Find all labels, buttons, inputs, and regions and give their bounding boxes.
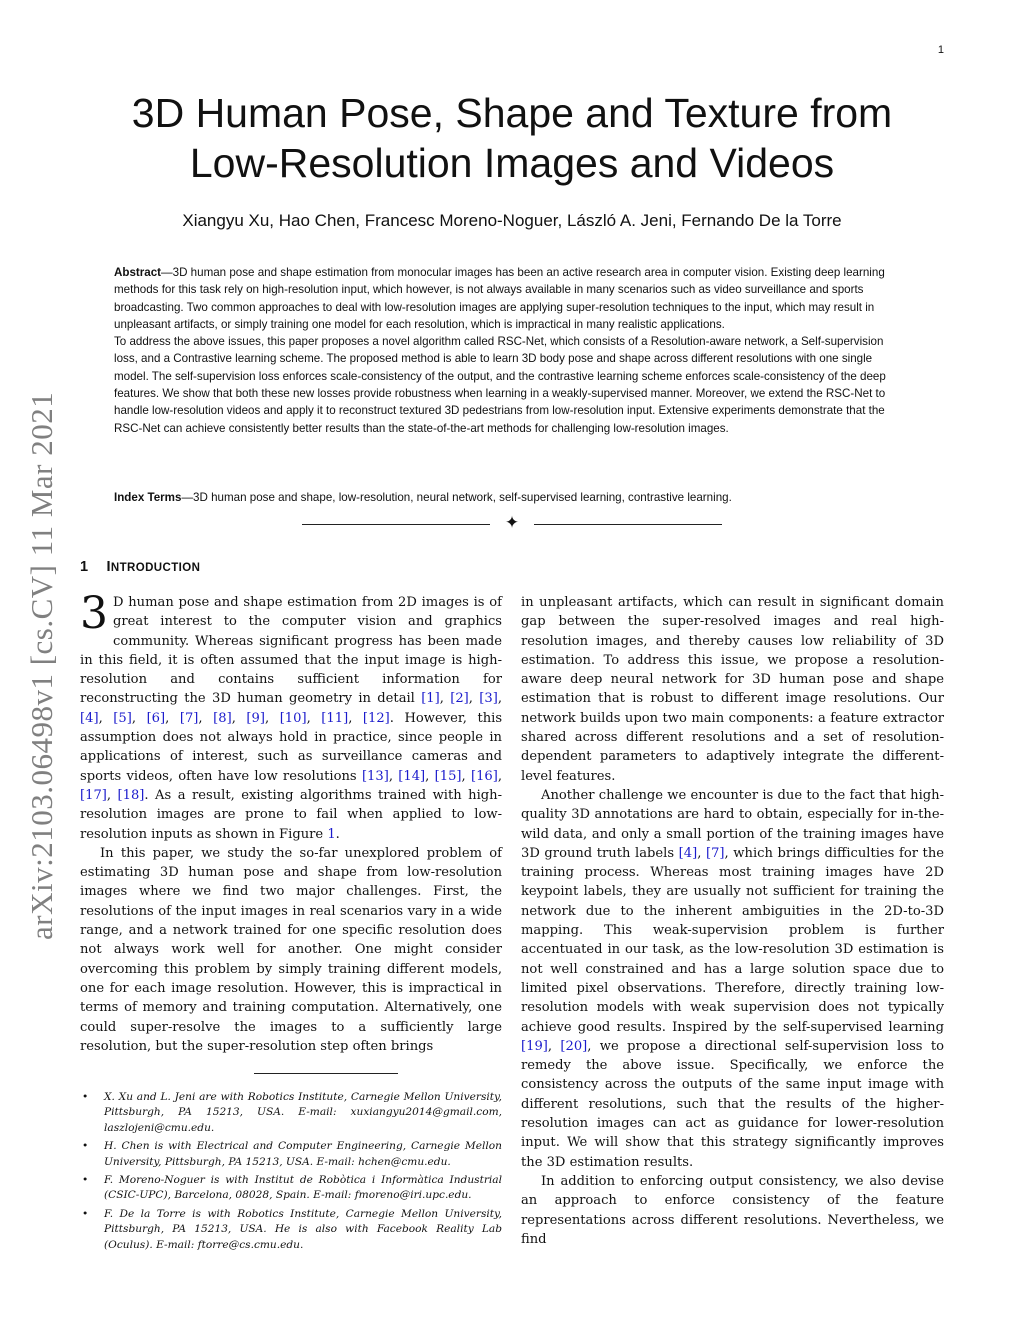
abstract-text-1: —3D human pose and shape estimation from monocular images has been an active research area in computer vision. Existing deep learning methods for this task rely on high-resolution input, which however, is not always available in many scenarios such as video surveillance and sports broadcasting. Two common approaches to deal with low-resolution images are applying super-resolution techniques to the input, which may result in unpleasant artifacts, or simply training one model for each resolution, which is impractical in many realistic applications. <box>114 266 885 331</box>
section-heading-introduction <box>80 559 200 575</box>
separator-star-icon: ✦ <box>504 513 520 532</box>
intro-paragraph-4: Another challenge we encounter is due to the fact that high-quality 3D annotations are hard to obtain, especially for in-the-wild data, and only a small portion of the training images have 3D ground truth labels [4], [7], which brings difficulties for the training process. Whereas most training images have 2D keypoint labels, they are usually not sufficient for training the network due to the inherent ambiguities in the 2D-to-3D mapping. This weak-supervision problem is further accentuated in our task, as the low-resolution 3D estimation is not well constrained and has a large solution space due to limited pixel observations. Therefore, directly training low-resolution models with weak supervision does not typically achieve good results. Inspired by the self-supervised learning [19], [20], we propose a directional self-supervision loss to remedy the above issue. Specifically, we enforce the consistency across the outputs of the same input image with different resolutions, such that the results of the higher-resolution images can act as guidance for lower-resolution input. We will show that this strategy significantly improves the 3D estimation results. <box>521 787 945 1170</box>
citation-link[interactable]: [10] <box>279 710 307 726</box>
title-line-1: 3D Human Pose, Shape and Texture from <box>131 90 893 136</box>
footnote-rule <box>254 1073 398 1074</box>
citation-link[interactable]: [8] <box>213 710 232 726</box>
intro-paragraph-3: in unpleasant artifacts, which can result in significant domain gap between the super-resolved images and real high-resolution images, and thereby causes low reliability of 3D estimation. To address this issue, we propose a resolution-aware deep neural network for 3D human pose and shape estimation that is robust to different image resolutions. Our network builds upon two main components: a feature extractor shared across different resolutions and a set of resolution-dependent parameters to adaptively integrate the different-level features. <box>521 595 944 784</box>
section-title-initial: I <box>106 559 111 575</box>
figure-reference-link[interactable]: 1 <box>327 826 336 842</box>
footnote-text: F. De la Torre is with Robotics Institute, Carnegie Mellon University, Pittsburgh, PA 15213, USA. He is also with Facebook Reality Lab (Oculus). E-mail: ftorre@cs.cmu.edu. <box>104 1207 502 1251</box>
citation-link[interactable]: [7] <box>705 845 725 861</box>
citation-link[interactable]: [4] <box>80 710 99 726</box>
citation-link[interactable]: [1] <box>421 691 440 707</box>
bullet-icon: • <box>82 1140 89 1153</box>
intro-text-4b: , which brings difficulties for the training process. Whereas most training images have 2D keypoint labels, they are usually not sufficient for training the network due to the inherent ambiguities in the 2D-to-3D mapping. This weak-supervision problem is further accentuated in our task, as the low-resolution 3D estimation is not well constrained and has a large solution space due to limited pixel observations. Therefore, directly training low-resolution models with weak supervision does not typically achieve good results. Inspired by the self-supervised learning <box>521 845 944 1035</box>
footnote-item <box>80 1090 502 1136</box>
footnote-text: F. Moreno-Noguer is with Institut de Robòtica i Informàtica Industrial (CSIC-UPC), Barcelona, 08028, Spain. E-mail: fmoreno@iri.upc.edu. <box>104 1174 502 1202</box>
intro-text-1b: . However, this assumption does not always hold in practice, since people in applications of interest, such as surveillance cameras and sports videos, often have low resolutions <box>80 710 503 784</box>
abstract-paragraph-1 <box>114 264 906 333</box>
intro-text-4a: Another challenge we encounter is due to the fact that high-quality 3D annotations are hard to obtain, especially for in-the-wild data, and only a small portion of the training images have 3D ground truth labels <box>521 787 944 861</box>
separator-line-left <box>302 524 490 525</box>
drop-cap: 3 <box>80 588 108 639</box>
intro-paragraph-2: In this paper, we study the so-far unexplored problem of estimating 3D human pose and shape from low-resolution images where we find two major challenges. First, the resolutions of the input images in real scenarios vary in a wide range, and a network trained for one specific resolution does not always work well for another. One might consider overcoming this problem by simply training different models, one for each image resolution. However, this is impractical in terms of memory and training computation. Alternatively, one could super-resolve the images to a sufficiently large resolution, but the super-resolution step often brings <box>80 845 502 1054</box>
bullet-icon: • <box>82 1207 89 1220</box>
citation-link[interactable]: [18] <box>117 787 145 803</box>
paper-title <box>80 88 944 188</box>
citation-link[interactable]: [20] <box>560 1038 588 1054</box>
abstract <box>114 264 906 437</box>
right-column <box>521 593 944 1249</box>
footnote-text: H. Chen is with Electrical and Computer Engineering, Carnegie Mellon University, Pittsburgh, PA 15213, USA. E-mail: hchen@cmu.edu. <box>104 1140 502 1168</box>
citation-link[interactable]: [14] <box>398 768 426 784</box>
intro-text-1c: . As a result, existing algorithms trained with high-resolution images are prone to fail when applied to low-resolution inputs as shown in Figure <box>80 787 502 842</box>
separator-line-right <box>534 524 722 525</box>
footnote-text: X. Xu and L. Jeni are with Robotics Institute, Carnegie Mellon University, Pittsburgh, PA 15213, USA. E-mail: xuxiangyu2014@gmail.com, laszlojeni@cmu.edu. <box>104 1091 502 1134</box>
section-separator <box>302 514 722 534</box>
intro-text-1a: D human pose and shape estimation from 2D images is of great interest to the computer vision and graphics community. Whereas significant progress has been made in this field, it is often assumed that the input image is high-resolution and contains sufficient information for reconstructing the 3D human geometry in detail <box>80 595 502 707</box>
citation-link[interactable]: [11] <box>321 710 349 726</box>
citation-link[interactable]: [6] <box>146 710 166 726</box>
section-title-rest: NTRODUCTION <box>110 562 201 574</box>
intro-text-1d: . <box>335 826 340 842</box>
citation-link[interactable]: [13] <box>361 768 389 784</box>
bullet-icon: • <box>82 1091 89 1103</box>
citation-link[interactable]: [15] <box>434 768 462 784</box>
citation-list-b: [13], [14], [15], [16], [17], [18] <box>80 768 503 803</box>
index-terms-label: Index Terms <box>114 491 182 504</box>
page-number: 1 <box>937 44 944 56</box>
footnotes <box>80 1090 502 1256</box>
footnote-item <box>80 1207 502 1253</box>
bullet-icon: • <box>82 1174 89 1187</box>
title-line-2: Low-Resolution Images and Videos <box>189 140 835 186</box>
citation-link[interactable]: [3] <box>479 691 498 707</box>
citation-link[interactable]: [12] <box>362 710 390 726</box>
intro-paragraph-5: In addition to enforcing output consistency, we also devise an approach to enforce consistency of the feature representations across different resolutions. Nevertheless, we find <box>521 1173 944 1247</box>
abstract-label: Abstract <box>114 266 162 279</box>
citation-link[interactable]: [5] <box>113 710 132 726</box>
citation-link[interactable]: [9] <box>246 710 265 726</box>
left-column <box>80 588 503 1056</box>
intro-text-4c: , we propose a directional self-supervision loss to remedy the above issue. Specifically, we enforce the consistency across the outputs of the same input image with different resolutions, such that the results of the higher-resolution images can act as guidance for lower-resolution input. We will show that this strategy significantly improves the 3D estimation results. <box>521 1038 945 1170</box>
abstract-paragraph-2: To address the above issues, this paper proposes a novel algorithm called RSC-Net, which consists of a Resolution-aware network, a Self-supervision loss, and a Contrastive learning scheme. The proposed method is able to learn 3D body pose and shape across different resolutions with one single model. The self-supervision loss enforces scale-consistency of the output, and the contrastive learning scheme enforces scale-consistency of the deep features. We show that both these new losses provide robustness when learning in a weakly-supervised manner. Moreover, we extend the RSC-Net to handle low-resolution videos and apply it to reconstruct textured 3D pedestrians from low-resolution input. Extensive experiments demonstrate that the RSC-Net can achieve consistently better results than the state-of-the-art methods for challenging low-resolution images. <box>114 335 886 435</box>
index-terms-text: —3D human pose and shape, low-resolution, neural network, self-supervised learning, contrastive learning. <box>181 491 732 504</box>
footnote-item <box>80 1139 502 1170</box>
intro-paragraph-1 <box>80 588 503 844</box>
arxiv-watermark: arXiv:2103.06498v1 [cs.CV] 11 Mar 2021 <box>24 391 59 940</box>
citation-link[interactable]: [2] <box>450 691 469 707</box>
citation-link[interactable]: [19] <box>521 1038 548 1054</box>
citation-link[interactable]: [17] <box>80 787 107 803</box>
footnote-item <box>80 1173 502 1204</box>
citation-link[interactable]: [4] <box>678 845 698 861</box>
index-terms <box>114 489 906 506</box>
section-number: 1 <box>80 559 89 575</box>
citation-link[interactable]: [16] <box>470 768 498 784</box>
citation-list-a: [1], [2], [3], [4], [5], [6], [7], [8], [9], [10], [11], [12] <box>80 691 503 726</box>
author-list: Xiangyu Xu, Hao Chen, Francesc Moreno-Noguer, László A. Jeni, Fernando De la Torre <box>182 211 842 230</box>
citation-link[interactable]: [7] <box>179 710 199 726</box>
